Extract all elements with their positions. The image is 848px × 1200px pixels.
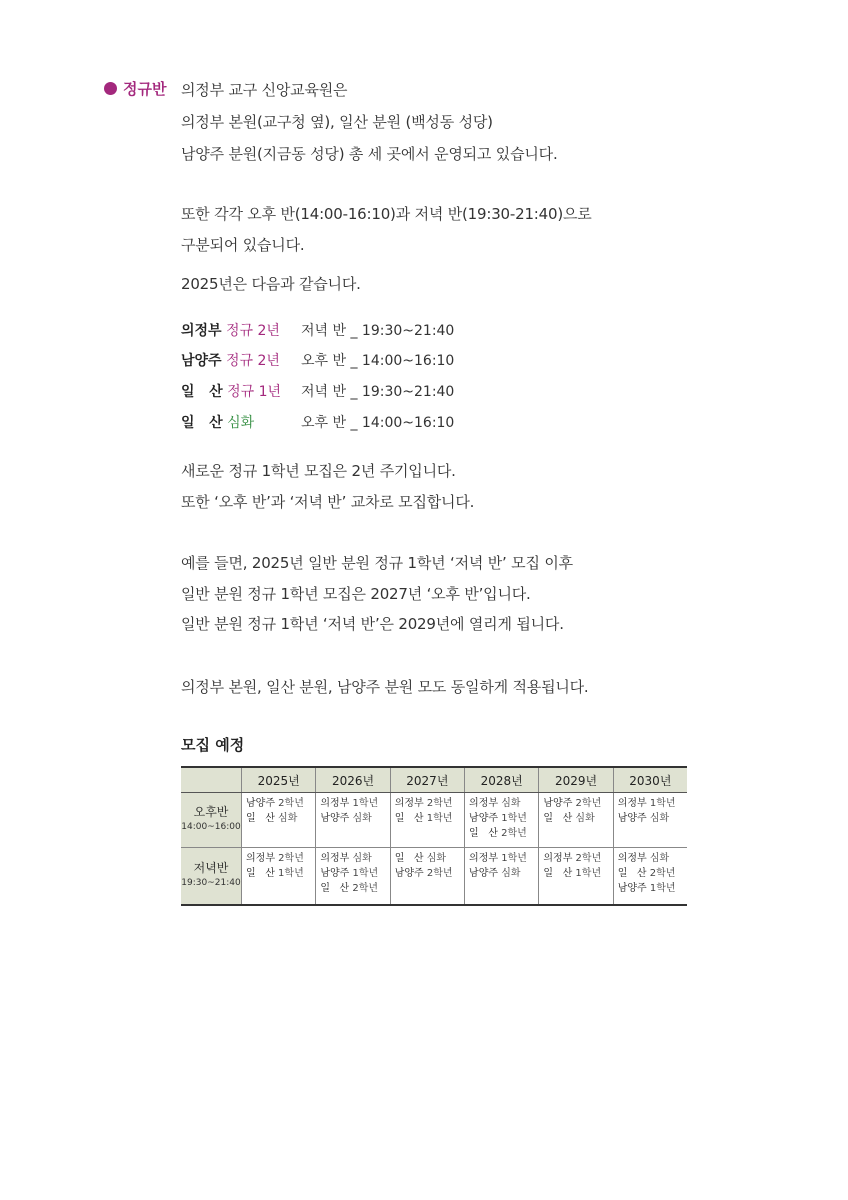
table-cell	[613, 848, 687, 906]
schedule-course: 정규 2년	[226, 353, 280, 369]
cell-entry	[469, 796, 535, 811]
cell-entry	[320, 811, 386, 826]
table-row	[181, 848, 687, 906]
cell-entry	[320, 881, 386, 896]
schedule-place: 일 산	[181, 384, 223, 400]
cell-entry	[469, 826, 535, 841]
intro-line: 의정부 교구 신앙교육원은	[181, 81, 348, 99]
entry-place: 남양주	[617, 813, 647, 824]
recruitment-table	[181, 766, 687, 906]
schedule-item	[181, 412, 454, 432]
table-corner	[181, 767, 242, 793]
section-header	[104, 78, 166, 99]
row-header-name: 저녁반	[193, 861, 229, 875]
note-line: 또한 ‘오후 반’과 ‘저녁 반’ 교차로 모집합니다.	[181, 493, 475, 511]
table-header-row	[181, 767, 687, 793]
cell-entry	[618, 851, 684, 866]
entry-place: 의정부	[394, 798, 424, 809]
intro-line: 남양주 분원(지금동 성당) 총 세 곳에서 운영되고 있습니다.	[181, 145, 558, 163]
entry-place: 일 산	[543, 868, 573, 879]
schedule-time: 저녁 반 _ 19:30~21:40	[301, 384, 455, 400]
table-title: 모집 예정	[181, 736, 245, 754]
entry-place: 남양주	[246, 798, 275, 809]
cell-entry	[543, 811, 609, 826]
entry-grade: 1학년	[501, 813, 527, 824]
entry-grade: 심화	[501, 868, 521, 879]
cell-entry	[618, 796, 684, 811]
schedule-item	[181, 350, 454, 370]
entry-grade: 2학년	[426, 868, 453, 879]
entry-grade: 심화	[352, 853, 372, 864]
entry-grade: 2학년	[278, 798, 304, 809]
schedule-time: 저녁 반 _ 19:30~21:40	[301, 323, 455, 339]
entry-grade: 1학년	[278, 868, 304, 879]
intro-line: 의정부 본원(교구청 옆), 일산 분원 (백성동 성당)	[181, 113, 493, 131]
entry-place: 의정부	[320, 798, 350, 809]
table-row	[181, 793, 687, 848]
schedule-place: 일 산	[181, 415, 223, 431]
row-header-name: 오후반	[193, 805, 229, 819]
year-header: 2026년	[316, 767, 390, 793]
cell-entry	[395, 866, 461, 881]
entry-place: 남양주	[394, 868, 424, 879]
table-cell	[316, 848, 390, 906]
cell-entry	[618, 866, 684, 881]
year-header: 2030년	[613, 767, 687, 793]
cell-entry	[543, 851, 609, 866]
table-cell	[390, 793, 464, 848]
entry-grade: 2학년	[649, 868, 676, 879]
cell-entry	[320, 796, 386, 811]
cell-entry	[395, 811, 461, 826]
entry-grade: 1학년	[426, 813, 453, 824]
schedule-item	[181, 320, 454, 340]
schedule-time: 오후 반 _ 14:00~16:10	[301, 353, 455, 369]
entry-grade: 2학년	[426, 798, 453, 809]
schedule-place: 의정부	[181, 323, 222, 339]
entry-place: 의정부	[469, 853, 499, 864]
table-cell	[465, 848, 539, 906]
table-cell	[539, 793, 613, 848]
entry-grade: 2학년	[575, 853, 602, 864]
schedule-place: 남양주	[181, 353, 222, 369]
cell-entry	[469, 811, 535, 826]
section-title: 정규반	[123, 80, 167, 98]
entry-place: 의정부	[320, 853, 350, 864]
cell-entry	[246, 866, 312, 881]
entry-grade: 2학년	[278, 853, 304, 864]
cell-entry	[246, 811, 312, 826]
cell-entry	[543, 866, 609, 881]
year-header: 2028년	[465, 767, 539, 793]
bullet-icon	[104, 82, 117, 95]
entry-place: 의정부	[617, 853, 647, 864]
cell-entry	[469, 851, 535, 866]
entry-grade: 2학년	[575, 798, 602, 809]
intro-line: 2025년은 다음과 같습니다.	[181, 275, 361, 293]
entry-place: 의정부	[617, 798, 647, 809]
entry-place: 일 산	[394, 813, 424, 824]
entry-place: 일 산	[543, 813, 573, 824]
entry-grade: 1학년	[649, 883, 676, 894]
entry-grade: 1학년	[352, 868, 379, 879]
schedule-item	[181, 381, 454, 401]
entry-grade: 심화	[278, 813, 298, 824]
schedule-course: 심화	[227, 415, 255, 431]
entry-place: 일 산	[617, 868, 647, 879]
entry-place: 의정부	[246, 853, 275, 864]
entry-place: 일 산	[394, 853, 424, 864]
cell-entry	[618, 881, 684, 896]
table-cell	[539, 848, 613, 906]
entry-grade: 2학년	[501, 828, 527, 839]
cell-entry	[246, 851, 312, 866]
table-cell	[465, 793, 539, 848]
table-cell	[242, 848, 316, 906]
entry-place: 남양주	[543, 798, 573, 809]
entry-grade: 2학년	[352, 883, 379, 894]
entry-place: 의정부	[543, 853, 573, 864]
entry-grade: 심화	[501, 798, 521, 809]
entry-place: 남양주	[320, 868, 350, 879]
cell-entry	[469, 866, 535, 881]
entry-grade: 1학년	[575, 868, 602, 879]
note-line: 새로운 정규 1학년 모집은 2년 주기입니다.	[181, 462, 456, 480]
entry-grade: 심화	[575, 813, 595, 824]
entry-grade: 1학년	[501, 853, 527, 864]
year-header: 2027년	[390, 767, 464, 793]
entry-grade: 심화	[426, 853, 447, 864]
entry-place: 일 산	[246, 868, 275, 879]
cell-entry	[246, 796, 312, 811]
entry-place: 일 산	[469, 828, 498, 839]
entry-grade: 심화	[649, 813, 670, 824]
entry-place: 남양주	[617, 883, 647, 894]
table-cell	[316, 793, 390, 848]
schedule-course: 정규 1년	[227, 384, 282, 400]
cell-entry	[395, 796, 461, 811]
table-cell	[242, 793, 316, 848]
entry-grade: 심화	[649, 853, 670, 864]
row-header	[181, 793, 242, 848]
row-header-time: 14:00~16:00	[181, 822, 241, 832]
entry-place: 의정부	[469, 798, 499, 809]
cell-entry	[320, 851, 386, 866]
intro-line: 구분되어 있습니다.	[181, 236, 305, 254]
schedule-time: 오후 반 _ 14:00~16:10	[301, 415, 455, 431]
cell-entry	[320, 866, 386, 881]
table-cell	[390, 848, 464, 906]
entry-place: 남양주	[469, 813, 499, 824]
note-line: 일반 분원 정규 1학년 모집은 2027년 ‘오후 반’입니다.	[181, 585, 531, 603]
note-line: 의정부 본원, 일산 분원, 남양주 분원 모도 동일하게 적용됩니다.	[181, 678, 589, 696]
schedule-course: 정규 2년	[226, 323, 280, 339]
year-header: 2029년	[539, 767, 613, 793]
row-header-time: 19:30~21:40	[181, 878, 241, 888]
entry-place: 일 산	[320, 883, 350, 894]
entry-grade: 1학년	[649, 798, 676, 809]
year-header: 2025년	[242, 767, 316, 793]
entry-grade: 1학년	[352, 798, 379, 809]
note-line: 예를 들면, 2025년 일반 분원 정규 1학년 ‘저녁 반’ 모집 이후	[181, 554, 573, 572]
table-cell	[613, 793, 687, 848]
entry-place: 남양주	[469, 868, 499, 879]
intro-line: 또한 각각 오후 반(14:00-16:10)과 저녁 반(19:30-21:40)으로	[181, 205, 592, 223]
entry-grade: 심화	[352, 813, 372, 824]
entry-place: 일 산	[246, 813, 275, 824]
entry-place: 남양주	[320, 813, 350, 824]
row-header	[181, 848, 242, 906]
cell-entry	[618, 811, 684, 826]
cell-entry	[543, 796, 609, 811]
note-line: 일반 분원 정규 1학년 ‘저녁 반’은 2029년에 열리게 됩니다.	[181, 615, 564, 633]
cell-entry	[395, 851, 461, 866]
